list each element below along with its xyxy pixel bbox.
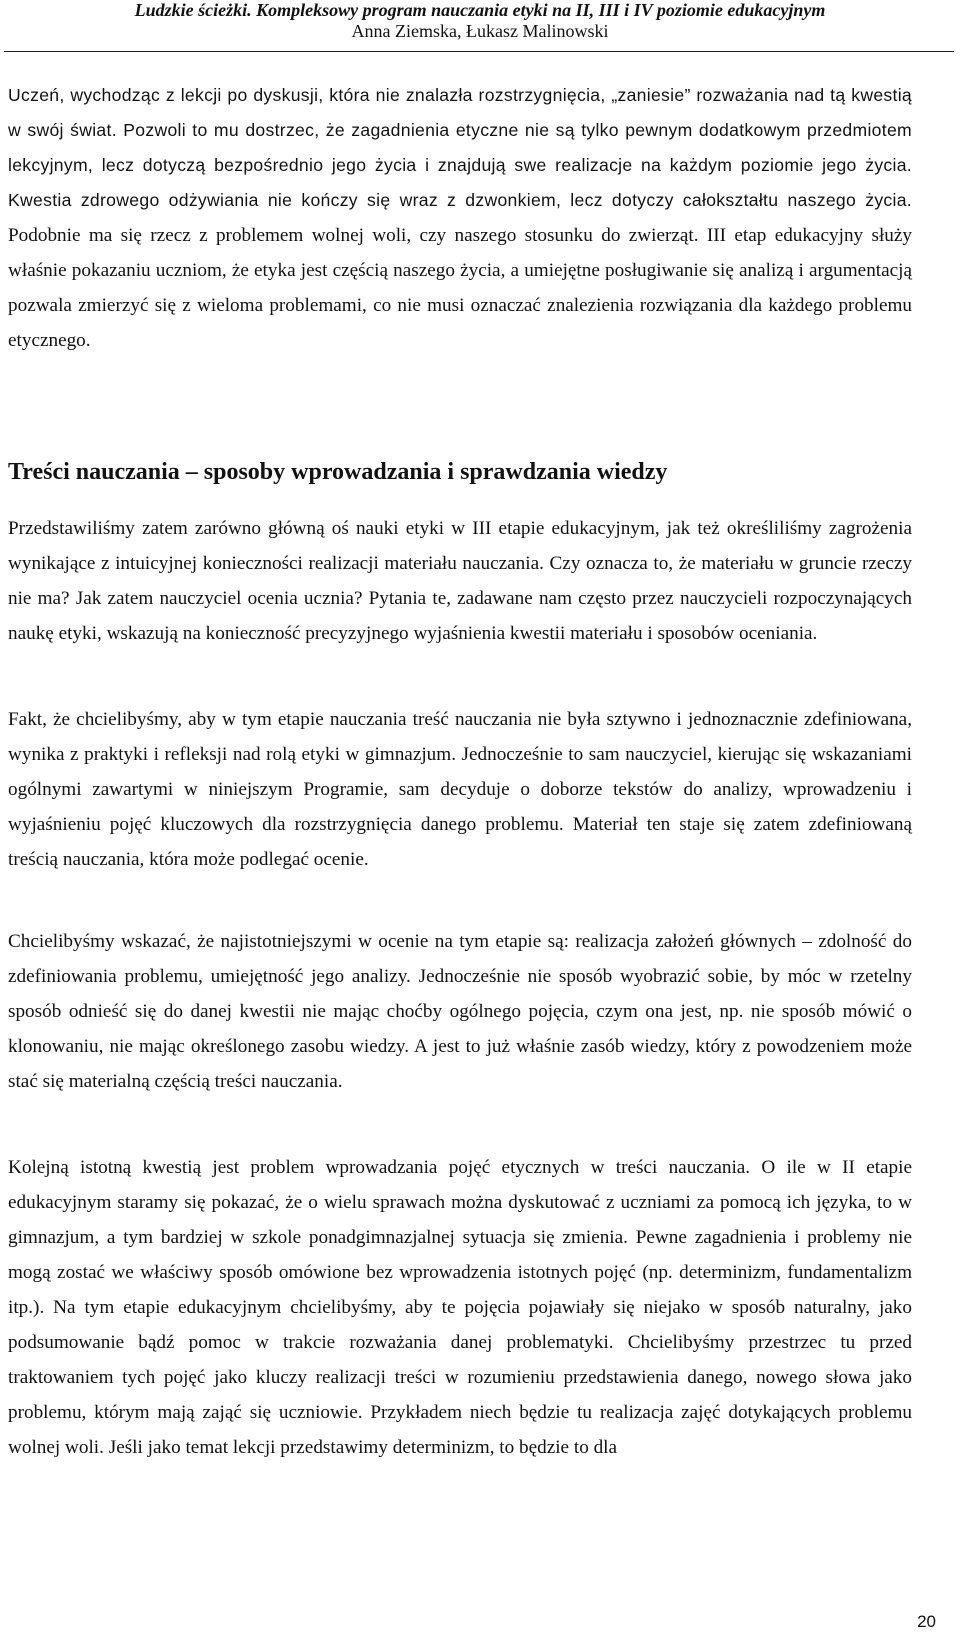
paragraph-5 [8,1150,912,1465]
header-divider [4,51,954,52]
paragraph-1 [8,78,912,358]
page-header [0,0,960,42]
paragraph-3 [8,702,912,877]
document-authors: Anna Ziemska, Łukasz Malinowski [351,21,609,41]
paragraph-4-text: Chcielibyśmy wskazać, że najistotniejszymi w ocenie na tym etapie są: realizacja założeń głównych – zdolność do zdefiniowania problemu, umiejętność jego analizy. Jednocześnie nie sposób wyobrazić sobie, by móc w rzetelny sposób odnieść się do danej kwestii nie mając choćby ogólnego pojęcia, czym ona jest, np. nie sposób mówić o klonowaniu, nie mając określonego zasobu wiedzy. A jest to już właśnie zasób wiedzy, który z powodzeniem może stać się materialną częścią treści nauczania. [8,931,912,1092]
paragraph-1-part-1: Uczeń, wychodząc z lekcji po dyskusji, która nie znalazła rozstrzygnięcia, „zaniesie” rozważania nad tą kwestią w swój świat. Pozwoli to mu dostrzec, że zagadnienia etyczne nie są tylko pewnym dodatkowym przedmiotem lekcyjnym, lecz dotyczą bezpośrednio jego życia i znajdują swe realizacje na każdym poziomie jego życia. Kwestia zdrowego odżywiania nie kończy się wraz z dzwonkiem, lecz dotyczy całokształtu naszego życia. [8,85,912,210]
paragraph-5-text: Kolejną istotną kwestią jest problem wprowadzania pojęć etycznych w treści nauczania. O ile w II etapie edukacyjnym staramy się pokazać, że o wielu sprawach można dyskutować z uczniami za pomocą ich języka, to w gimnazjum, a tym bardziej w szkole ponadgimnazjalnej sytuacja się zmienia. Pewne zagadnienia i problemy nie mogą zostać we właściwy sposób omówione bez wprowadzenia istotnych pojęć (np. determinizm, fundamentalizm itp.). Na tym etapie edukacyjnym chcielibyśmy, aby te pojęcia pojawiały się niejako w sposób naturalny, jako podsumowanie bądź pomoc w trakcie rozważania danej problematyki. Chcielibyśmy przestrzec tu przed traktowaniem tych pojęć jako kluczy realizacji treści w rozumieniu przedstawienia danego, nowego słowa jako problemu, którym mają zająć się uczniowie. Przykładem niech będzie tu realizacja zajęć dotykających problemu wolnej woli. Jeśli jako temat lekcji przedstawimy determinizm, to będzie to dla [8,1157,912,1458]
paragraph-3-text: Fakt, że chcielibyśmy, aby w tym etapie nauczania treść nauczania nie była sztywno i jednoznacznie zdefiniowana, wynika z praktyki i refleksji nad rolą etyki w gimnazjum. Jednocześnie to sam nauczyciel, kierując się wskazaniami ogólnymi zawartymi w niniejszym Programie, sam decyduje o doborze tekstów do analizy, wprowadzeniu i wyjaśnieniu pojęć kluczowych dla rozstrzygnięcia danego problemu. Materiał ten staje się zatem zdefiniowaną treścią nauczania, która może podlegać ocenie. [8,709,912,870]
paragraph-4 [8,924,912,1099]
paragraph-2 [8,511,912,651]
page-number: 20 [917,1612,936,1631]
document-title: Ludzkie ścieżki. Kompleksowy program nauczania etyki na II, III i IV poziomie edukacyjnym [134,0,826,20]
section-heading: Treści nauczania – sposoby wprowadzania i sprawdzania wiedzy [8,459,668,485]
paragraph-1-part-2: Podobnie ma się rzecz z problemem wolnej woli, czy naszego stosunku do zwierząt. III etap edukacyjny służy właśnie pokazaniu uczniom, że etyka jest częścią naszego życia, a umiejętne posługiwanie się analizą i argumentacją pozwala zmierzyć się z wieloma problemami, co nie musi oznaczać znalezienia rozwiązania dla każdego problemu etycznego. [8,225,912,351]
paragraph-2-text: Przedstawiliśmy zatem zarówno główną oś nauki etyki w III etapie edukacyjnym, jak też określiliśmy zagrożenia wynikające z intuicyjnej konieczności realizacji materiału nauczania. Czy oznacza to, że materiału w gruncie rzeczy nie ma? Jak zatem nauczyciel ocenia ucznia? Pytania te, zadawane nam często przez nauczycieli rozpoczynających naukę etyki, wskazują na konieczność precyzyjnego wyjaśnienia kwestii materiału i sposobów oceniania. [8,518,912,644]
